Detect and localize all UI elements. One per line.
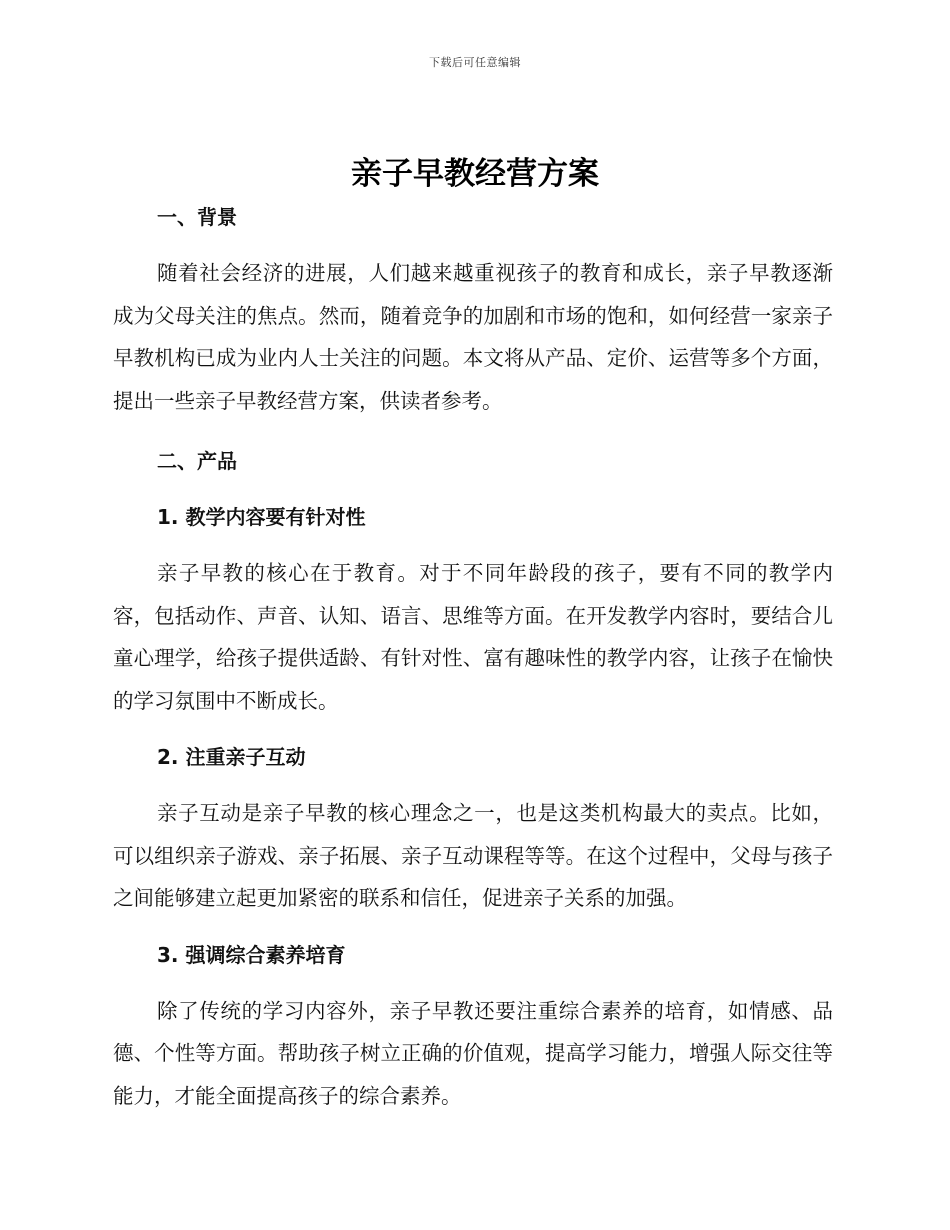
subheading-teaching-content: 1. 教学内容要有针对性	[157, 505, 366, 529]
paragraph-comprehensive-quality: 除了传统的学习内容外，亲子早教还要注重综合素养的培育，如情感、品德、个性等方面。帮助孩子树立正确的价值观，提高学习能力，增强人际交往等能力，才能全面提高孩子的综合素养。	[113, 998, 833, 1108]
paragraph-background: 随着社会经济的进展，人们越来越重视孩子的教育和成长，亲子早教逐渐成为父母关注的焦点。然而，随着竞争的加剧和市场的饱和，如何经营一家亲子早教机构已成为业内人士关注的问题。本文将从产品、定价、运营等多个方面，提出一些亲子早教经营方案，供读者参考。	[113, 261, 833, 413]
paragraph-parent-child-interaction: 亲子互动是亲子早教的核心理念之一，也是这类机构最大的卖点。比如，可以组织亲子游戏、亲子拓展、亲子互动课程等等。在这个过程中，父母与孩子之间能够建立起更加紧密的联系和信任，促进亲子关系的加强。	[113, 801, 833, 910]
document-title: 亲子早教经营方案	[351, 156, 599, 192]
header-note: 下载后可任意编辑	[429, 56, 521, 69]
document-body	[113, 196, 833, 1117]
section-heading-background: 一、背景	[157, 205, 237, 229]
paragraph-teaching-content: 亲子早教的核心在于教育。对于不同年龄段的孩子，要有不同的教学内容，包括动作、声音、认知、语言、思维等方面。在开发教学内容时，要结合儿童心理学，给孩子提供适龄、有针对性、富有趣味性的教学内容，让孩子在愉快的学习氛围中不断成长。	[113, 561, 833, 713]
section-heading-product: 二、产品	[157, 449, 237, 473]
subheading-parent-child-interaction: 2. 注重亲子互动	[157, 745, 306, 769]
subheading-comprehensive-quality: 3. 强调综合素养培育	[157, 942, 346, 967]
